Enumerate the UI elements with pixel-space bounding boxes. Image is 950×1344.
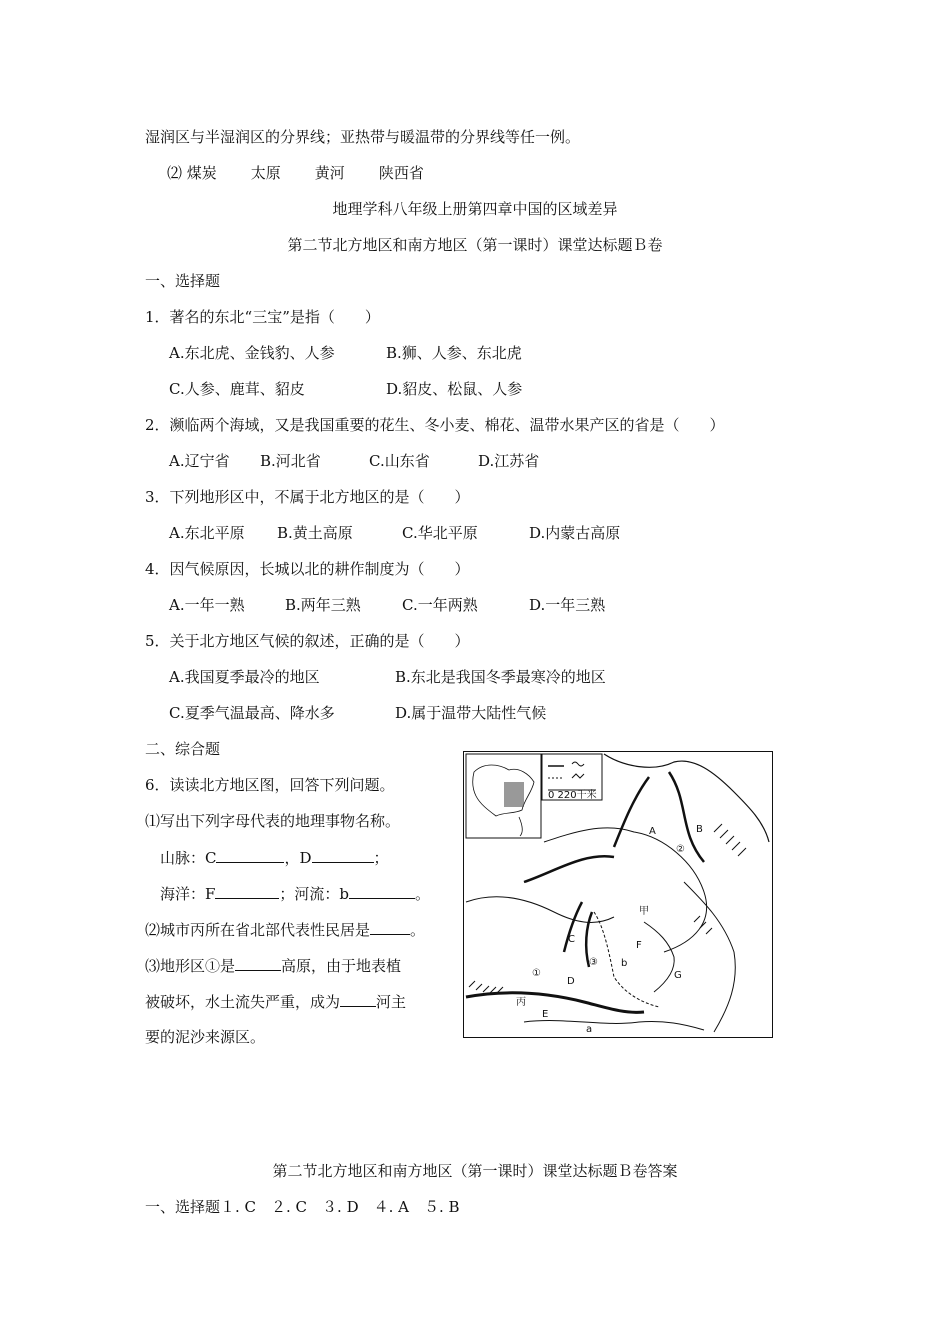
scale-bar-label: 0 220千米 — [548, 790, 597, 801]
question-2-option-b: B.河北省 — [260, 452, 321, 470]
answer-line-2 — [167, 163, 424, 183]
answer-item: 陕西省 — [378, 164, 424, 182]
map-label-circle-2: ② — [676, 844, 685, 855]
map-label-circle-3: ③ — [589, 957, 598, 968]
question-4-option-a: A.一年一熟 — [169, 596, 245, 614]
question-5-option-d: D.属于温带大陆性气候 — [395, 704, 547, 722]
question-5-option-a: A.我国夏季最冷的地区 — [169, 668, 320, 686]
inset-map-frame — [466, 754, 541, 838]
question-3-option-b: B.黄土高原 — [277, 524, 353, 542]
question-2-option-d: D.江苏省 — [478, 452, 540, 470]
section-heading-composite: 二、综合题 — [145, 740, 221, 758]
answer-blank-plateau[interactable] — [235, 955, 281, 971]
mountain-range-a — [614, 777, 649, 847]
question-5-stem: 5．关于北方地区气候的叙述，正确的是（ ） — [145, 632, 470, 650]
mountain-range-b — [669, 772, 704, 862]
northern-region-map — [463, 751, 773, 1038]
inset-highlight — [504, 782, 524, 807]
question-5-option-b: B.东北是我国冬季最寒冷的地区 — [395, 668, 606, 686]
map-label-g: G — [674, 970, 682, 981]
map-label-d: D — [567, 976, 575, 987]
question-6-ocean-river: 海洋：F ；河流：b 。 — [160, 885, 431, 903]
question-3-option-d: D.内蒙古高原 — [529, 524, 621, 542]
map-drawing — [464, 752, 771, 1036]
question-5-option-c: C.夏季气温最高、降水多 — [169, 704, 335, 722]
question-4-stem: 4．因气候原因，长城以北的耕作制度为（ ） — [145, 560, 470, 578]
answer-blank-river[interactable] — [340, 991, 376, 1007]
answer-blank-c[interactable] — [216, 847, 284, 863]
answer-continuation-text: 湿润区与半湿润区的分界线；亚热带与暖温带的分界线等任一例。 — [145, 128, 581, 146]
question-1-option-b: B.狮、人参、东北虎 — [386, 344, 522, 362]
question-1-stem: 1．著名的东北“三宝”是指（ ） — [145, 308, 380, 326]
map-label-river-b: b — [621, 958, 628, 969]
document-title: 地理学科八年级上册第四章中国的区域差异 — [332, 200, 618, 218]
section-heading-choice: 一、选择题 — [145, 272, 221, 290]
map-label-city-jia: 甲 — [639, 906, 649, 917]
question-6-part-1: ⑴写出下列字母代表的地理事物名称。 — [145, 812, 401, 830]
river-a — [524, 1021, 704, 1030]
coastline — [684, 882, 735, 1032]
question-4-option-d: D.一年三熟 — [529, 596, 606, 614]
answer-blank-b[interactable] — [349, 883, 415, 899]
question-6-part-3b: 被破坏，水土流失严重，成为 河主 — [145, 993, 407, 1011]
answer-item: ⑵ 煤炭 — [167, 164, 217, 182]
question-1-option-d: D.貂皮、松鼠、人参 — [386, 380, 523, 398]
map-label-a: A — [649, 826, 656, 837]
map-label-e: E — [542, 1009, 549, 1020]
question-4-option-c: C.一年两熟 — [402, 596, 478, 614]
question-2-stem: 2．濒临两个海域，又是我国重要的花生、冬小麦、棉花、温带水果产区的省是（ ） — [145, 416, 725, 434]
question-2-option-a: A.辽宁省 — [169, 452, 230, 470]
mountain-range-yinshan — [524, 856, 614, 882]
question-3-option-a: A.东北平原 — [169, 524, 245, 542]
answer-blank-d[interactable] — [312, 847, 374, 863]
answer-blank-dwelling[interactable] — [370, 919, 410, 935]
answer-blank-f[interactable] — [215, 883, 279, 899]
answer-key-line: 一、选择题１. C ２. C ３. D ４. A ５. B — [145, 1198, 460, 1216]
question-4-option-b: B.两年三熟 — [285, 596, 361, 614]
document-subtitle: 第二节北方地区和南方地区（第一课时）课堂达标题Ｂ卷 — [287, 236, 663, 254]
question-3-option-c: C.华北平原 — [402, 524, 478, 542]
map-label-river-a: a — [586, 1024, 593, 1035]
map-label-f: F — [636, 940, 642, 951]
map-label-circle-1: ① — [532, 968, 541, 979]
answer-key-title: 第二节北方地区和南方地区（第一课时）课堂达标题Ｂ卷答案 — [272, 1162, 678, 1180]
question-6-part-3c: 要的泥沙来源区。 — [145, 1028, 266, 1046]
map-label-city-bing: 丙 — [516, 997, 526, 1008]
question-6-mountains: 山脉：C ，D ； — [160, 849, 389, 867]
question-1-option-a: A.东北虎、金钱豹、人参 — [169, 344, 335, 362]
map-label-c: C — [568, 934, 575, 945]
mountain-range-e — [466, 993, 644, 1012]
question-1-option-c: C.人参、鹿茸、貂皮 — [169, 380, 305, 398]
question-6-part-2: ⑵城市丙所在省北部代表性民居是 。 — [145, 921, 426, 939]
answer-item: 黄河 — [314, 164, 345, 182]
question-6-part-3a: ⑶地形区①是 高原，由于地表植 — [145, 957, 402, 975]
map-label-b: B — [696, 824, 703, 835]
answer-item: 太原 — [250, 164, 281, 182]
question-6-stem: 6．读读北方地区图，回答下列问题。 — [145, 776, 395, 794]
question-2-option-c: C.山东省 — [369, 452, 430, 470]
question-3-stem: 3．下列地形区中，不属于北方地区的是（ ） — [145, 488, 470, 506]
